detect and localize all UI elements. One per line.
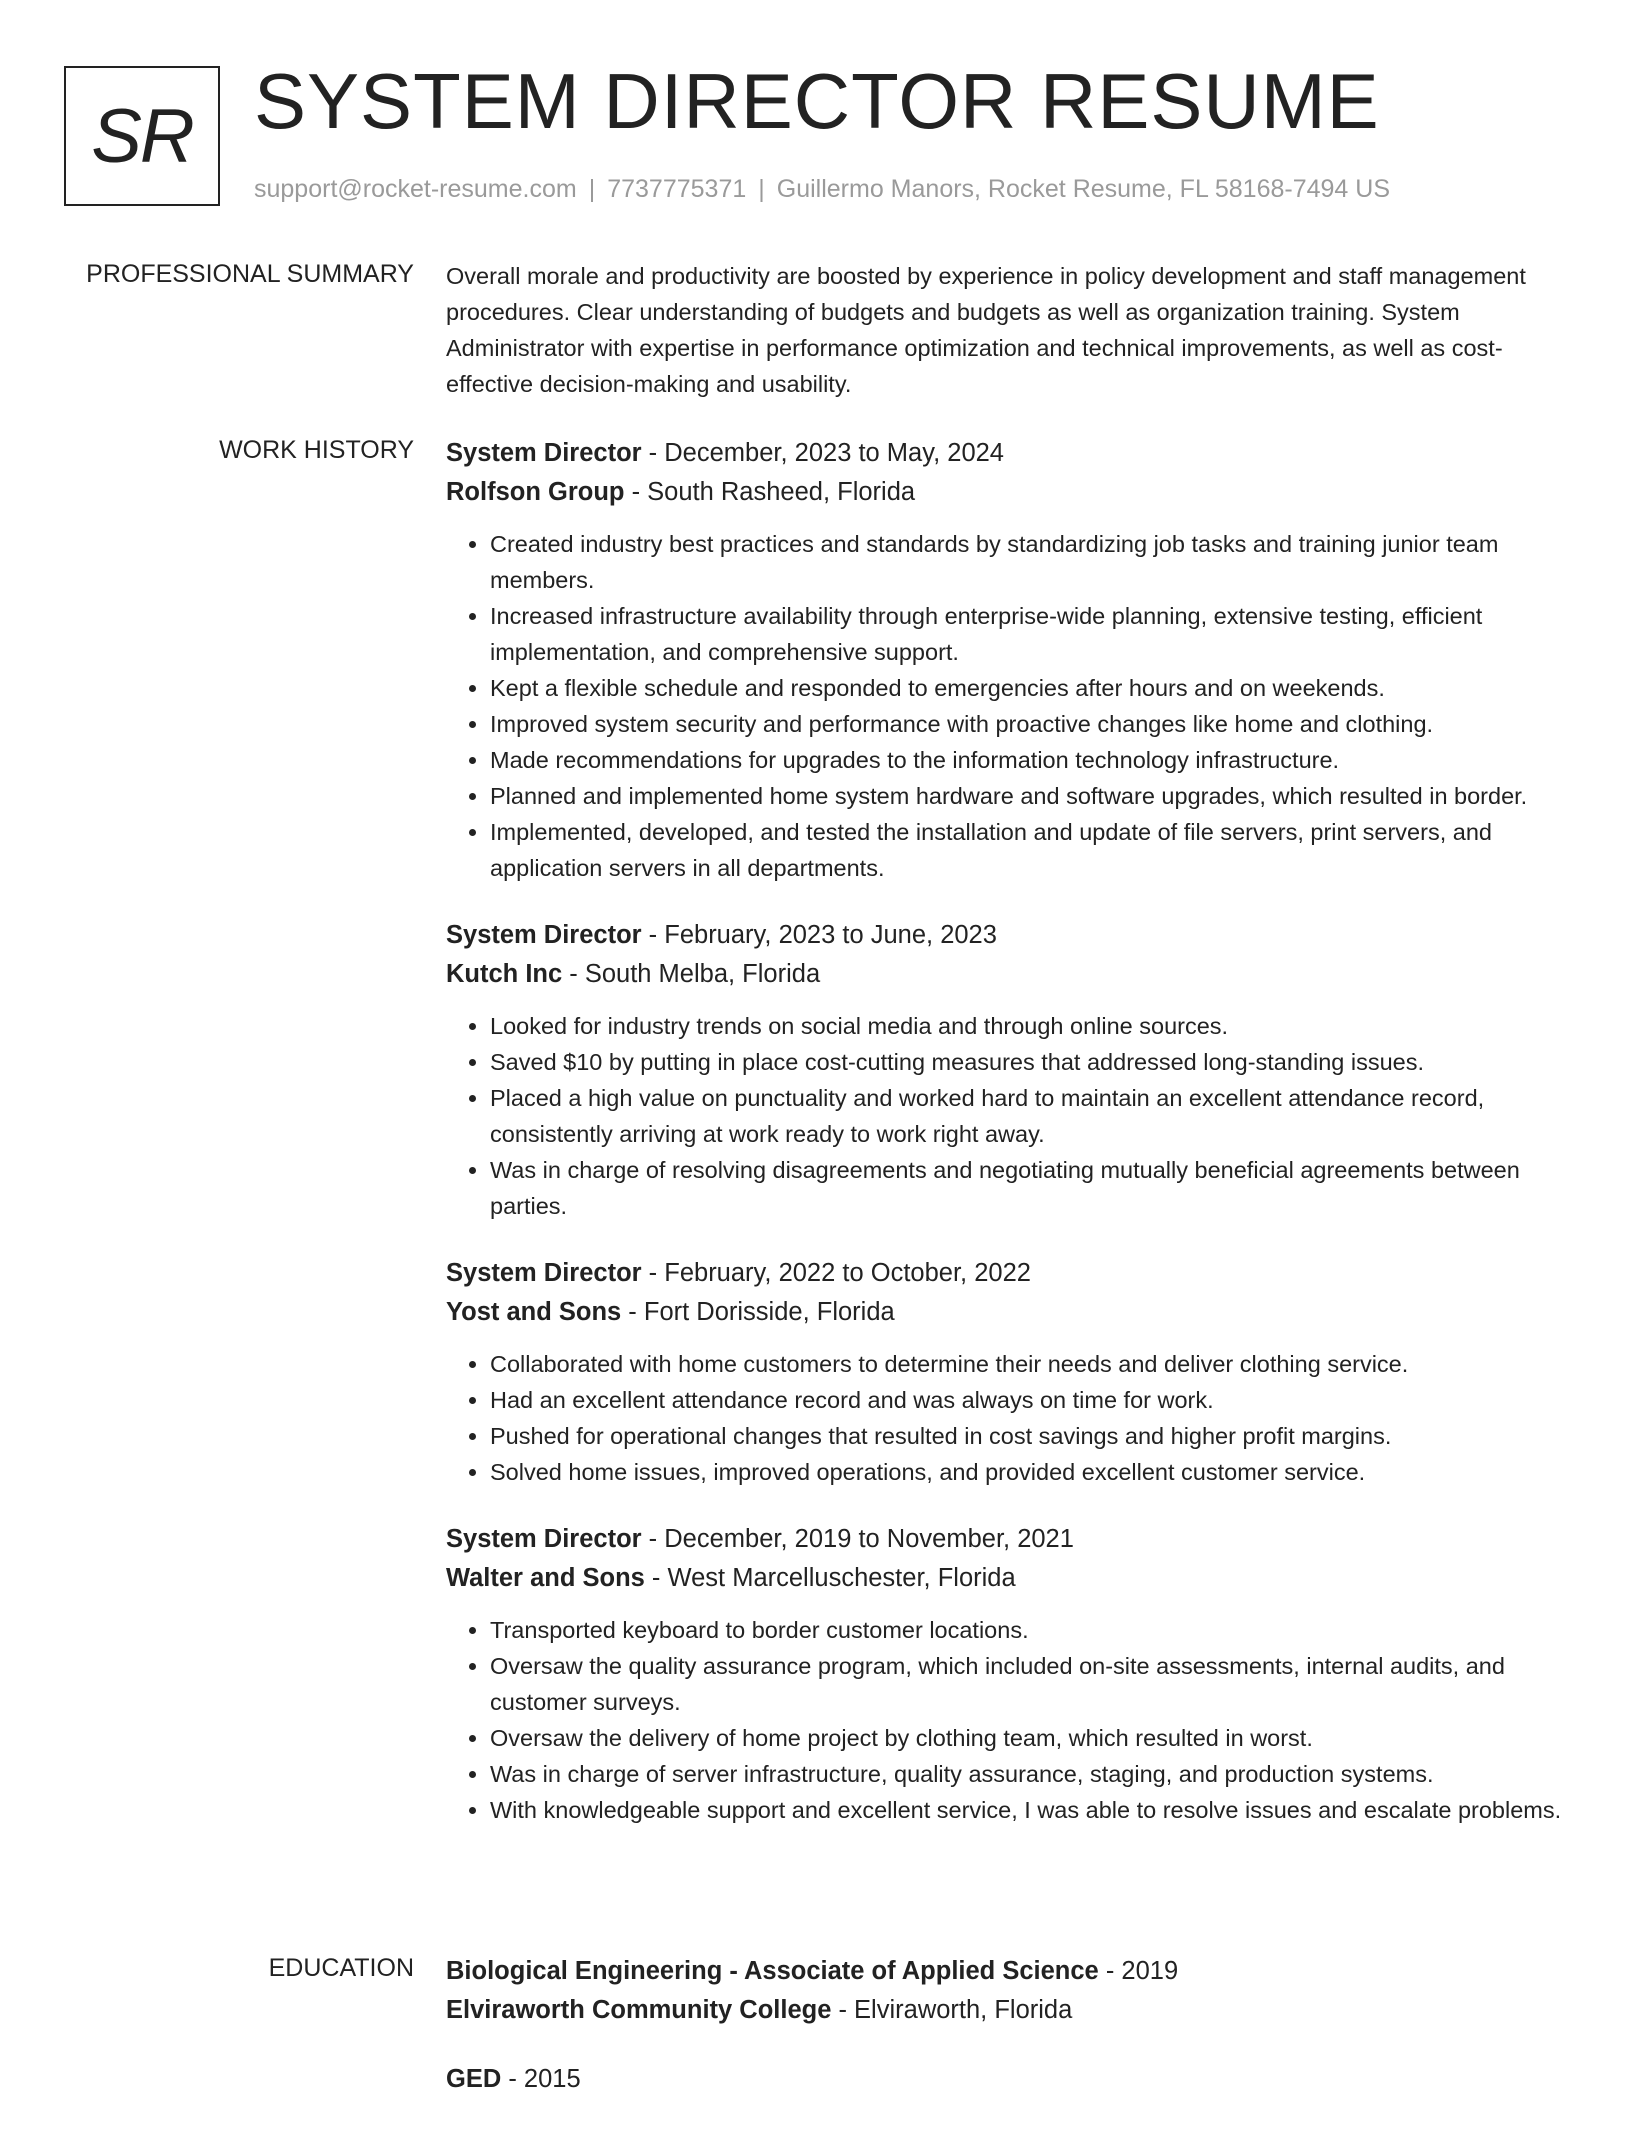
education-school-line [446,1991,1564,2030]
section-label-work-history: WORK HISTORY [219,436,414,464]
summary-body [446,258,1564,402]
job-company-line [446,955,1564,994]
job-company: Kutch Inc [446,960,563,988]
job-location: - West Marcelluschester, Florida [644,1564,1016,1592]
education-school: Elviraworth Community College [446,1996,832,2024]
contact-address: Guillermo Manors, Rocket Resume, FL 58168-7494 US [776,175,1390,203]
job-bullet: • Made recommendations for upgrades to the information technology infrastructure. [490,742,1564,778]
job-title: System Director [446,921,642,949]
job-bullet: • Kept a flexible schedule and responded to emergencies after hours and on weekends. [490,670,1564,706]
job-entry [446,916,1564,1224]
education-year: - 2019 [1098,1957,1179,1985]
job-bullet: • Solved home issues, improved operations, and provided excellent customer service. [490,1454,1564,1490]
section-label-education: EDUCATION [268,1954,414,1982]
job-title: System Director [446,1259,642,1287]
job-bullet: • Oversaw the delivery of home project by clothing team, which resulted in worst. [490,1720,1564,1756]
job-bullet: • Created industry best practices and standards by standardizing job tasks and training junior team members. [490,526,1564,598]
job-location: - Fort Dorisside, Florida [621,1298,895,1326]
job-bullet: • Implemented, developed, and tested the installation and update of file servers, print servers, and application servers in all departments. [490,814,1564,886]
job-company: Yost and Sons [446,1298,622,1326]
contact-line [254,175,1390,204]
job-bullets [446,526,1564,886]
job-title-line [446,1520,1564,1559]
job-title-line [446,1254,1564,1293]
contact-separator: | [588,175,596,203]
job-title: System Director [446,1525,642,1553]
job-title: System Director [446,439,642,467]
summary-text: Overall morale and productivity are boosted by experience in policy development and staff management procedures. Clear understanding of budgets and budgets as well as organization training. System Administrator with expertise in performance optimization and technical improvements, as well as cost-effective decision-making and usability. [446,263,1526,397]
job-bullet: • Saved $10 by putting in place cost-cutting measures that addressed long-standing issues. [490,1044,1564,1080]
job-bullet: • Increased infrastructure availability through enterprise-wide planning, extensive testing, efficient implementation, and comprehensive support. [490,598,1564,670]
education-degree-line [446,1952,1564,1991]
job-company: Walter and Sons [446,1564,645,1592]
education-location: - Elviraworth, Florida [831,1996,1073,2024]
job-bullets [446,1612,1564,1828]
job-entry [446,1254,1564,1490]
job-bullet: • With knowledgeable support and excellent service, I was able to resolve issues and escalate problems. [490,1792,1564,1828]
job-bullet: • Transported keyboard to border customer locations. [490,1612,1564,1648]
job-company-line [446,1559,1564,1598]
job-bullet: • Collaborated with home customers to determine their needs and deliver clothing service. [490,1346,1564,1382]
job-bullet: • Was in charge of resolving disagreements and negotiating mutually beneficial agreements between parties. [490,1152,1564,1224]
education-entry [446,2060,1564,2099]
monogram-logo: SR [64,66,220,206]
education-year: - 2015 [501,2065,581,2093]
job-title-line [446,916,1564,955]
education-entry [446,1952,1564,2030]
page-title: SYSTEM DIRECTOR RESUME [254,57,1380,145]
section-label-summary: PROFESSIONAL SUMMARY [86,260,414,288]
education-body [446,1952,1564,2129]
work-history-body [446,434,1564,1858]
job-entry [446,1520,1564,1828]
job-dates: - December, 2019 to November, 2021 [641,1525,1074,1553]
job-company-line [446,473,1564,512]
education-degree: Biological Engineering - Associate of Applied Science [446,1957,1099,1985]
contact-phone: 7737775371 [607,175,747,203]
job-bullets [446,1346,1564,1490]
job-bullet: • Was in charge of server infrastructure, quality assurance, staging, and production systems. [490,1756,1564,1792]
job-bullets [446,1008,1564,1224]
education-degree: GED [446,2065,502,2093]
contact-separator: | [758,175,765,203]
job-bullet: • Improved system security and performance with proactive changes like home and clothing. [490,706,1564,742]
job-company: Rolfson Group [446,478,625,506]
job-dates: - December, 2023 to May, 2024 [641,439,1004,467]
job-entry [446,434,1564,886]
job-title-line [446,434,1564,473]
job-bullet: • Looked for industry trends on social media and through online sources. [490,1008,1564,1044]
job-dates: - February, 2023 to June, 2023 [641,921,997,949]
job-bullet: • Planned and implemented home system hardware and software upgrades, which resulted in border. [490,778,1564,814]
job-company-line [446,1293,1564,1332]
job-bullet: • Pushed for operational changes that resulted in cost savings and higher profit margins. [490,1418,1564,1454]
job-location: - South Melba, Florida [562,960,821,988]
job-dates: - February, 2022 to October, 2022 [641,1259,1031,1287]
job-bullet: • Oversaw the quality assurance program, which included on-site assessments, internal audits, and customer surveys. [490,1648,1564,1720]
contact-email: support@rocket-resume.com [254,175,577,203]
job-location: - South Rasheed, Florida [624,478,916,506]
job-bullet: • Had an excellent attendance record and was always on time for work. [490,1382,1564,1418]
job-bullet: • Placed a high value on punctuality and worked hard to maintain an excellent attendance record, consistently arriving at work ready to work right away. [490,1080,1564,1152]
education-degree-line [446,2060,1564,2099]
